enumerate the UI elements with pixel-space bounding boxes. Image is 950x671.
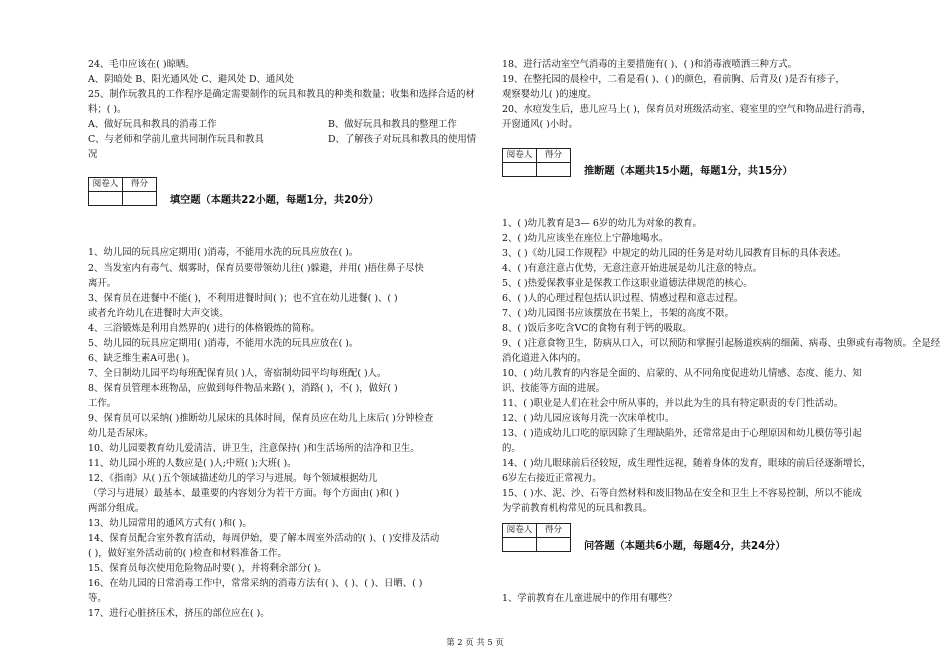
question-line: 18、进行活动室空气消毒的主要措施有( )、( )和消毒液喷洒三种方式。 <box>502 59 798 70</box>
score-box-cell <box>503 538 537 552</box>
score-box-cell <box>123 192 157 206</box>
question-line: 况 <box>88 149 98 160</box>
question-line: 开窗通风( )小时。 <box>502 119 578 130</box>
question-line: D、了解孩子对玩具和教具的使用情 <box>328 134 477 145</box>
question-line: 8、保育员管理本班物品，应做到每件物品来路( )，消路( )，不( )，做好( ) <box>88 383 398 394</box>
score-box-cell <box>89 192 123 206</box>
question-line: 6、缺乏维生素A可患( )。 <box>88 353 196 364</box>
question-line: 等。 <box>88 593 107 604</box>
score-box-cell <box>537 538 571 552</box>
question-line: 离开。 <box>88 278 117 289</box>
section-title-qa: 问答题（本题共6小题，每题4分，共24分） <box>584 541 786 552</box>
question-line: 5、幼儿园的玩具应定期用( )消毒，不能用水洗的玩具应放在( )。 <box>88 338 359 349</box>
question-line: 识、技能等方面的进展。 <box>502 383 606 394</box>
question-line: 14、( )幼儿眼球前后径较短，成生理性远视，随着身体的发育，眼球的前后径逐渐增长， <box>502 458 872 469</box>
question-line: 4、三浴锻炼是利用自然界的( )进行的体格锻炼的简称。 <box>88 323 320 334</box>
question-line: 为学前教育机构常见的玩具和教具。 <box>502 503 653 514</box>
question-line: 12、( )幼儿园应该每月洗一次床单枕巾。 <box>502 413 675 424</box>
score-box-grader-label: 阅卷人 <box>89 178 123 192</box>
question-line: 15、( )水、泥、沙、石等自然材料和废旧物品在安全和卫生上不容易控制，所以不能成 <box>502 488 862 499</box>
question-line: 19、在整托园的晨检中，二看是看( )、( )的颜色，看前胸、后背及( )是否有疹子， <box>502 74 845 85</box>
question-line: 9、保育员可以采纳( )推断幼儿尿床的具体时间，保育员应在幼儿上床后( )分钟检查 <box>88 413 434 424</box>
question-line: 工作。 <box>88 398 117 409</box>
score-box-score-label: 得分 <box>537 149 571 163</box>
question-line: 25、制作玩教具的工作程序是确定需要制作的玩具和教具的种类和数量；收集和选择合适的材 <box>88 89 475 100</box>
question-line: 3、保育员在进餐中不能( )，不利用进餐时间( )；也不宜在幼儿进餐( )、( ) <box>88 293 398 304</box>
score-box <box>502 148 571 177</box>
question-line: 7、( )幼儿园图书应该摆放在书架上，书架的高度不限。 <box>502 308 734 319</box>
question-line: B、做好玩具和教具的整理工作 <box>328 119 457 130</box>
question-line: 消化道进入体内的。 <box>502 353 587 364</box>
section-title-judge: 推断题（本题共15小题，每题1分，共15分） <box>584 166 793 177</box>
score-box-score-label: 得分 <box>537 524 571 538</box>
section-title-fill: 填空题（本题共22小题，每题1分，共20分） <box>170 195 379 206</box>
score-box <box>502 523 571 552</box>
question-line: （学习与进展）最基本、最重要的内容划分为若干方面。每个方面由( )和( ) <box>88 488 400 499</box>
score-box-score-label: 得分 <box>123 178 157 192</box>
question-line: C、与老师和学前儿童共同制作玩具和教具 <box>88 134 264 145</box>
question-line: 5、( )热爱保教事业是保教工作这职业道德法律规范的核心。 <box>502 278 753 289</box>
question-line: 2、( )幼儿应该坐在座位上宁静地喝水。 <box>502 233 669 244</box>
question-line: 或者允许幼儿在进餐时大声交谈。 <box>88 308 229 319</box>
question-line: 10、( )幼儿教育的内容是全面的、启蒙的、从不同角度促进幼儿情感、态度、能力、知 <box>502 368 862 379</box>
question-line: 13、( )造成幼儿口吃的原因除了生理缺陷外，还常常是由于心理原因和幼儿模仿等引起 <box>502 428 862 439</box>
question-line: A、阴暗处 B、阳光通风处 C、避风处 D、通风处 <box>88 74 295 85</box>
question-line: 1、幼儿园的玩具应定期用( )消毒，不能用水洗的玩具应放在( )。 <box>88 247 359 258</box>
question-line: 16、在幼儿园的日常消毒工作中，常常采纳的消毒方法有( )、( )、( )、日晒、( ) <box>88 578 423 589</box>
score-box <box>88 177 157 206</box>
question-line: 观察婴幼儿( )的速度。 <box>502 89 597 100</box>
question-line: 15、保育员每次使用危险物品时要( )，并将剩余部分( )。 <box>88 563 327 574</box>
question-line: 11、幼儿园小班的人数应是( )人;中班( );大班( )。 <box>88 458 297 469</box>
question-line: 4、( )有意注意占优势，无意注意开始进展是幼儿注意的特点。 <box>502 263 763 274</box>
question-line: 10、幼儿园要教育幼儿爱清洁、讲卫生，注意保持( )和生活场所的洁净和卫生。 <box>88 443 420 454</box>
question-line: 14、保育员配合室外教育活动，每周伊始，要了解本周室外活动的( )、( )安排及活动 <box>88 533 440 544</box>
score-box-grader-label: 阅卷人 <box>503 524 537 538</box>
question-line: 11、( )职业是人们在社会中所从事的，并以此为生的具有特定职责的专门性活动。 <box>502 398 843 409</box>
question-line: 8、( )饭后多吃含VC的食物有利于钙的吸取。 <box>502 323 692 334</box>
question-line: 9、( )注意食物卫生，防病从口入，可以预防和掌握引起肠道疾病的细菌、病毒、虫卵或有毒物质。全是经 <box>502 338 941 349</box>
question-line: 1、学前教育在儿童进展中的作用有哪些？ <box>502 593 677 604</box>
question-line: 17、进行心脏挤压术，挤压的部位应在( )。 <box>88 608 270 619</box>
question-line: 料；( )。 <box>88 104 127 115</box>
score-box-cell <box>537 163 571 177</box>
question-line: 的。 <box>502 443 521 454</box>
question-line: ( )，做好室外活动前的( )检查和材料准备工作。 <box>88 548 287 559</box>
question-line: 幼儿是否尿床。 <box>88 428 154 439</box>
question-line: 6岁左右接近正常视力。 <box>502 473 602 484</box>
question-line: 12、《指南》从( )五个领域描述幼儿的学习与进展。每个领域根据幼儿 <box>88 473 378 484</box>
page-footer: 第 2 页 共 5 页 <box>446 637 504 647</box>
question-line: 两部分组成。 <box>88 503 145 514</box>
score-box-cell <box>503 163 537 177</box>
question-line: A、做好玩具和教具的消毒工作 <box>88 119 217 130</box>
question-line: 1、( )幼儿教育是3— 6岁的幼儿为对象的教育。 <box>502 218 702 229</box>
question-line: 7、全日制幼儿园平均每班配保育员( )人，寄宿制幼园平均每班配( )人。 <box>88 368 387 379</box>
question-line: 6、( )人的心理过程包括认识过程、情感过程和意志过程。 <box>502 293 744 304</box>
score-box-grader-label: 阅卷人 <box>503 149 537 163</box>
question-line: 13、幼儿园常用的通风方式有( )和( )。 <box>88 518 252 529</box>
question-line: 3、( )《幼儿园工作规程》中规定的幼儿园的任务是对幼儿园教育目标的具体表述。 <box>502 248 847 259</box>
question-line: 20、水痘发生后，患儿应马上( )，保育员对班级活动室、寝室里的空气和物品进行消毒， <box>502 104 872 115</box>
question-line: 2、当发室内有毒气、烟雾时，保育员要带领幼儿往( )躲避，并用( )捂住鼻子尽快 <box>88 263 424 274</box>
question-line: 24、毛巾应该在( )晾晒。 <box>88 59 195 70</box>
